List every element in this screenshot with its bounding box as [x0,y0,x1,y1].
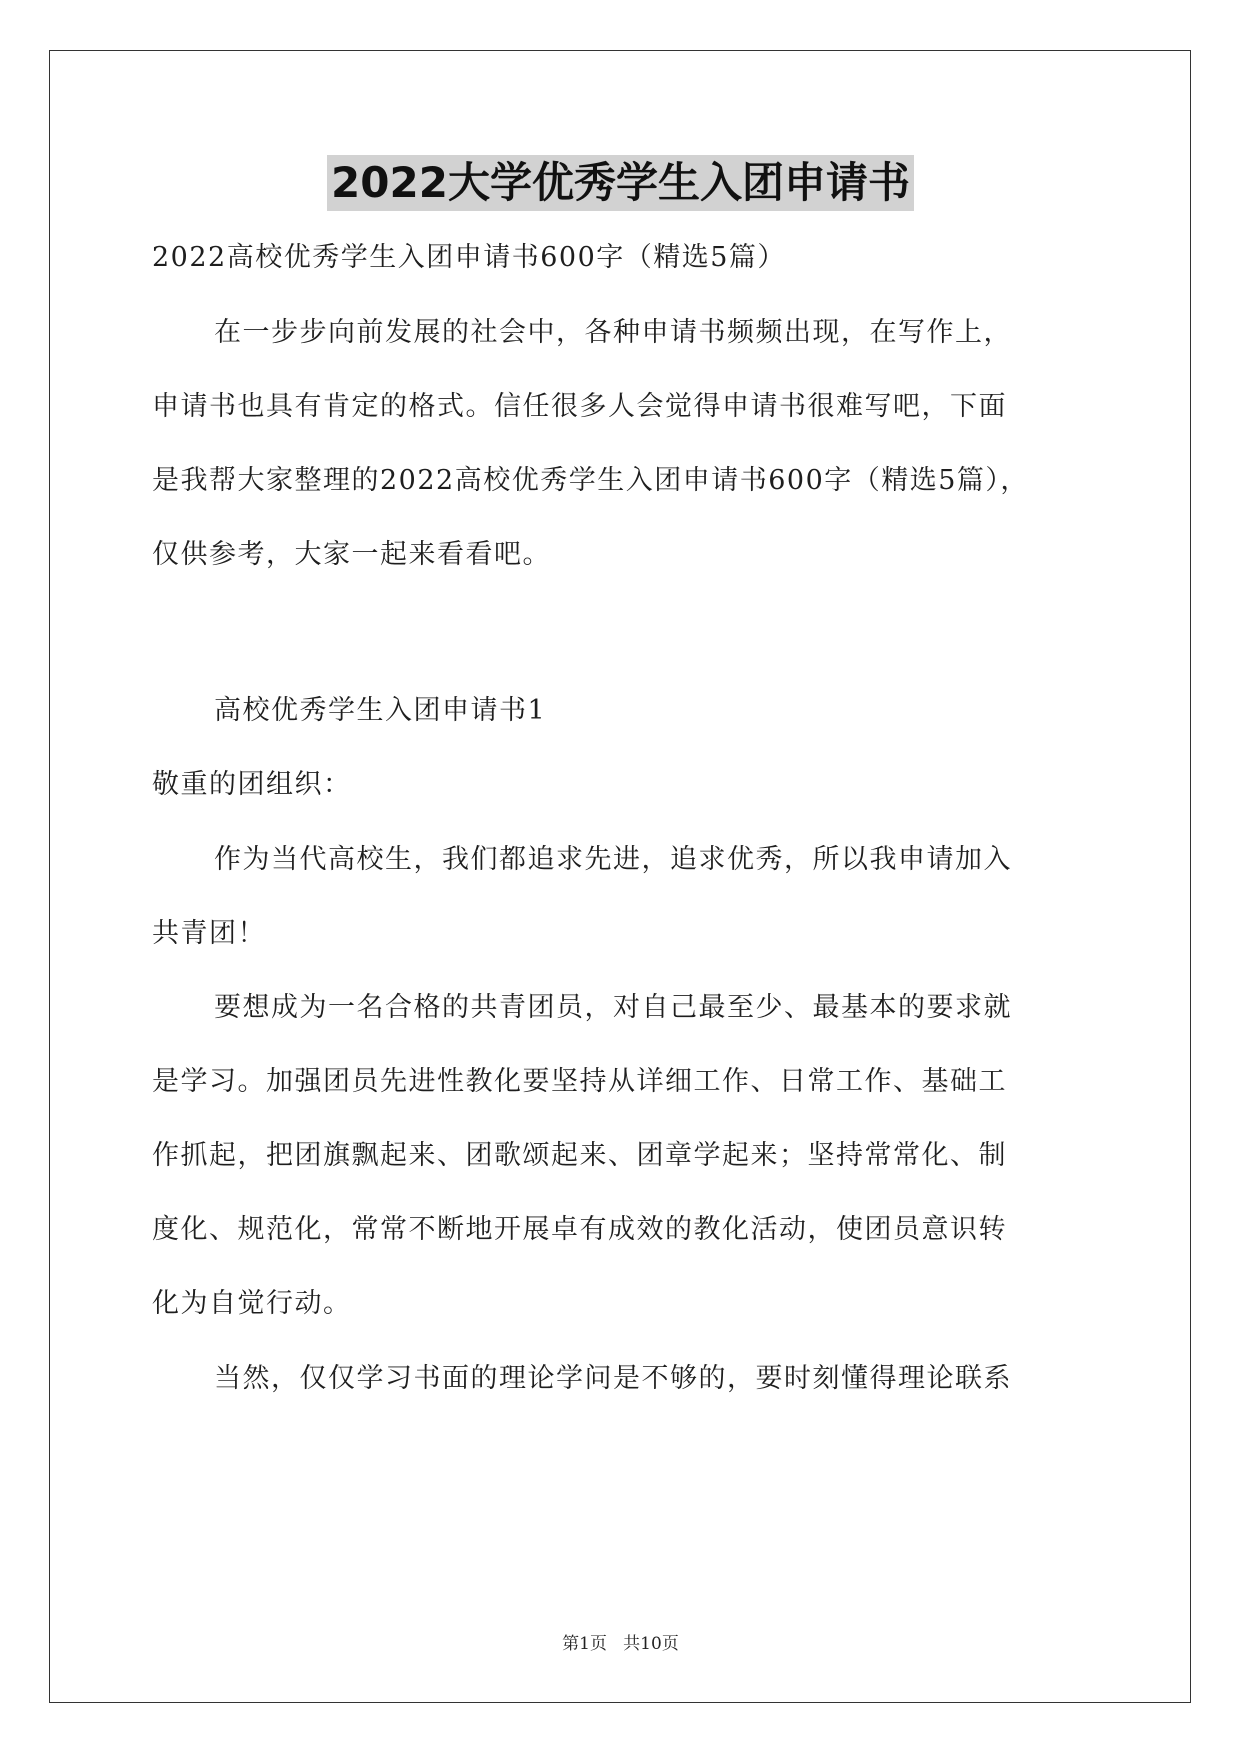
intro-line: 申请书也具有肯定的格式。信任很多人会觉得申请书很难写吧，下面 [152,391,1007,422]
document-subtitle: 2022高校优秀学生入团申请书600字（精选5篇） [152,242,786,273]
salutation: 敬重的团组织： [152,769,352,800]
paragraph-line: 当然，仅仅学习书面的理论学问是不够的，要时刻懂得理论联系 [214,1363,1012,1394]
intro-line: 是我帮大家整理的2022高校优秀学生入团申请书600字（精选5篇）， [152,465,1029,496]
intro-line: 在一步步向前发展的社会中，各种申请书频频出现，在写作上， [214,317,1012,348]
paragraph-line: 共青团！ [152,918,266,949]
section-heading: 高校优秀学生入团申请书1 [214,695,547,726]
title-wrap [0,155,1241,211]
paragraph-line: 作抓起，把团旗飘起来、团歌颂起来、团章学起来；坚持常常化、制 [152,1140,1007,1171]
paragraph-line: 度化、规范化，常常不断地开展卓有成效的教化活动，使团员意识转 [152,1214,1007,1245]
intro-line: 仅供参考，大家一起来看看吧。 [152,539,551,570]
paragraph-line: 作为当代高校生，我们都追求先进，追求优秀，所以我申请加入 [214,844,1012,875]
document-title: 2022大学优秀学生入团申请书 [327,155,914,211]
paragraph-line: 化为自觉行动。 [152,1288,352,1319]
page-number-footer: 第1页 共10页 [562,1634,679,1654]
paragraph-line: 要想成为一名合格的共青团员，对自己最至少、最基本的要求就 [214,992,1012,1023]
paragraph-line: 是学习。加强团员先进性教化要坚持从详细工作、日常工作、基础工 [152,1066,1007,1097]
